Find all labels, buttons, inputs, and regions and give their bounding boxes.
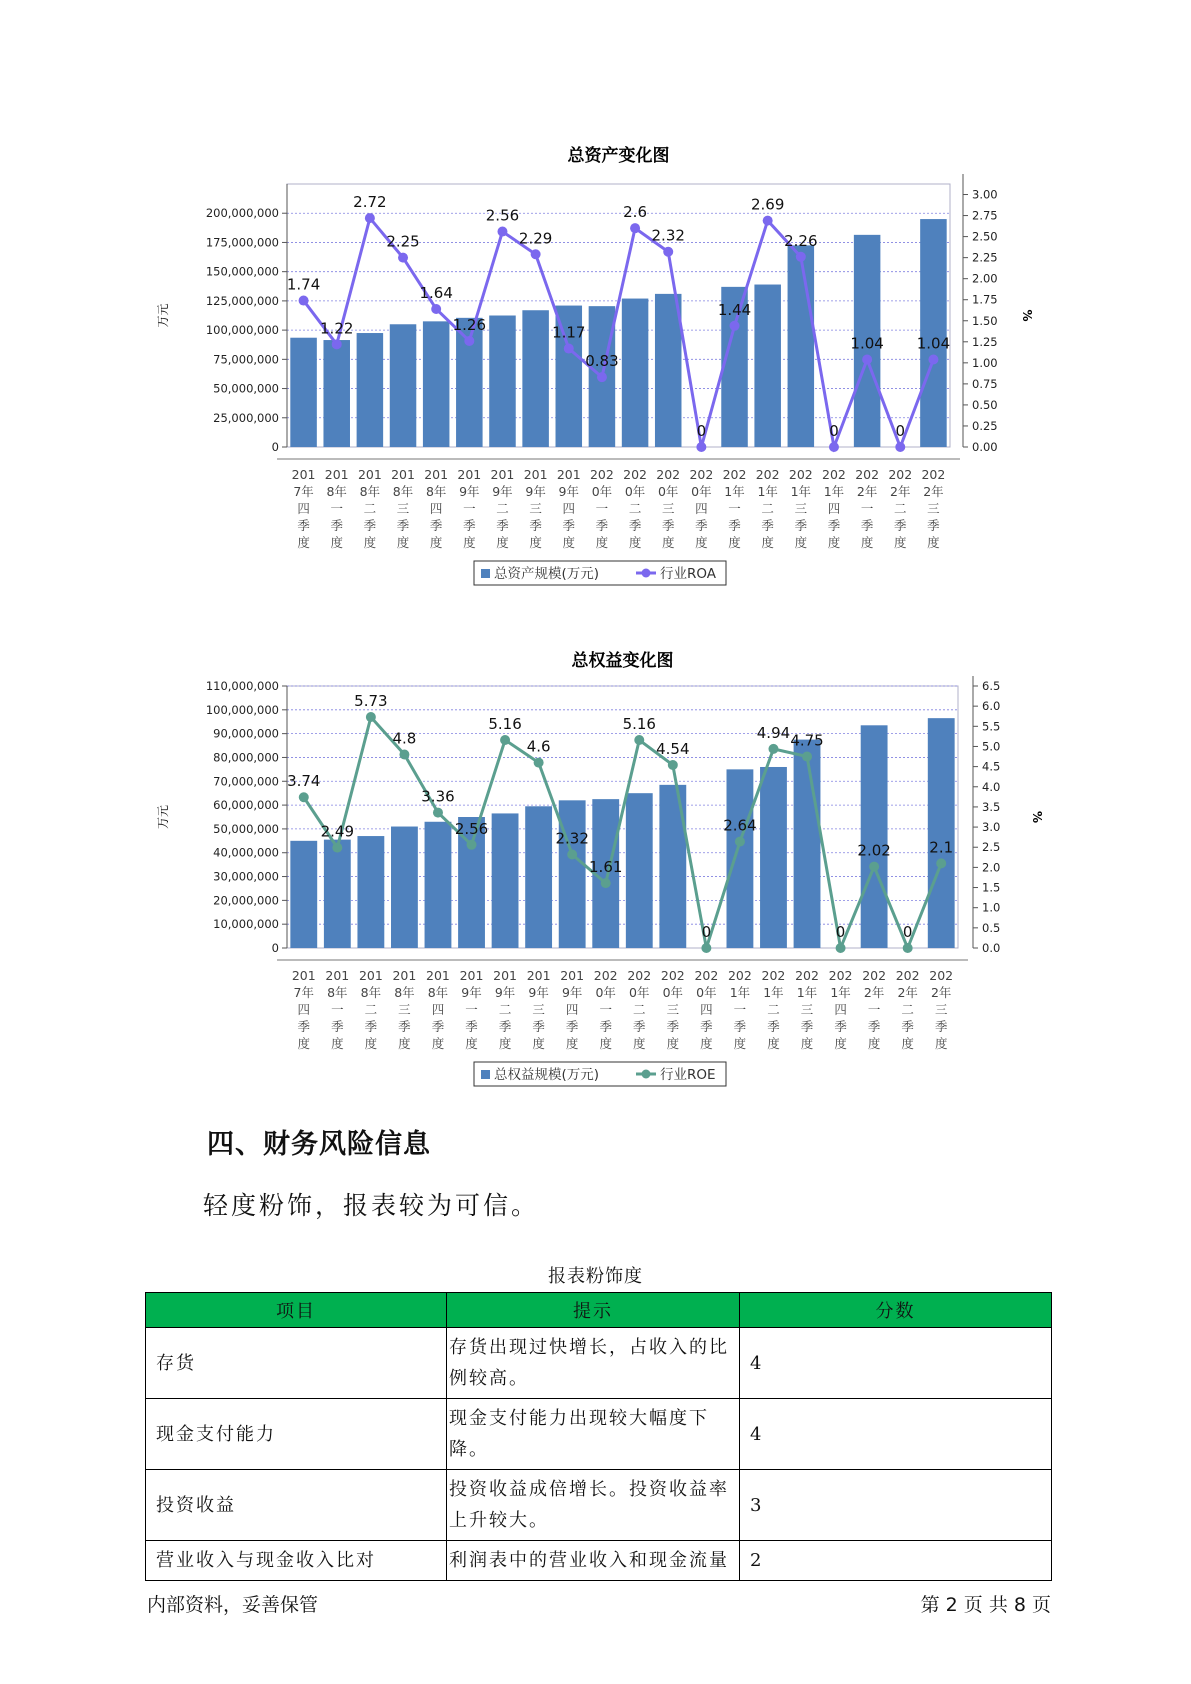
x-tick-label: 202 2年三季度	[921, 467, 946, 550]
data-label: 1.44	[717, 300, 752, 319]
bar	[559, 800, 586, 948]
line-point	[365, 213, 375, 223]
total-assets-chart	[0, 0, 1191, 610]
line-point	[763, 216, 773, 226]
line-point	[895, 442, 905, 452]
data-label: 5.16	[622, 715, 656, 734]
y2-tick-label: 0.25	[972, 418, 998, 433]
line-point	[796, 252, 806, 262]
data-label: 0	[829, 422, 839, 440]
legend-line-label: 行业ROA	[660, 566, 717, 582]
y2-tick-label: 1.75	[972, 292, 998, 307]
bar	[390, 324, 417, 447]
bar	[754, 285, 781, 447]
line-point	[802, 752, 812, 762]
table-row	[146, 1541, 1052, 1581]
data-label: 1.04	[916, 334, 951, 353]
x-tick-label: 202 1年三季度	[795, 968, 819, 1051]
x-tick-label: 202 0年二季度	[623, 467, 648, 550]
data-label: 3.74	[287, 772, 321, 791]
line-point	[366, 712, 376, 722]
line-point	[701, 943, 711, 953]
line-point	[497, 227, 507, 237]
data-label: 0	[696, 422, 707, 440]
x-tick-label: 201 9年四季度	[560, 968, 585, 1051]
line-point	[398, 253, 408, 263]
x-tick-label: 201 8年二季度	[357, 467, 382, 550]
y-axis-title: 万元	[156, 303, 170, 328]
line-point	[531, 249, 541, 259]
data-label: 2.02	[857, 841, 891, 860]
bar	[425, 822, 452, 948]
line-point	[768, 744, 778, 754]
bar	[794, 740, 821, 948]
y-tick-label: 150,000,000	[205, 264, 279, 279]
x-tick-label: 202 1年二季度	[755, 467, 780, 550]
x-tick-label: 202 2年二季度	[888, 467, 913, 550]
y-tick-label: 50,000,000	[213, 381, 279, 396]
bar	[920, 219, 947, 447]
footer-page-number: 第 2 页 共 8 页	[920, 1594, 1051, 1616]
data-label: 2.6	[623, 203, 648, 222]
total-assets-chart-svg	[0, 0, 1191, 610]
line-point	[467, 840, 477, 850]
bar	[626, 793, 653, 948]
x-tick-label: 202 1年一季度	[727, 968, 752, 1051]
y-tick-label: 0	[271, 440, 279, 454]
header-score: 分数	[740, 1293, 1052, 1328]
data-label: 4.6	[526, 737, 551, 756]
y2-tick-label: 0.00	[972, 440, 998, 454]
y2-tick-label: 0.75	[972, 376, 998, 391]
y2-tick-label: 1.50	[972, 313, 998, 328]
x-tick-label: 201 8年三季度	[392, 968, 417, 1051]
y-tick-label: 25,000,000	[213, 410, 279, 425]
data-label: 2.56	[454, 819, 489, 838]
data-label: 1.61	[589, 858, 623, 877]
y2-tick-label: 6.0	[982, 699, 1001, 714]
y2-axis-title: %	[1020, 309, 1034, 322]
data-label: 5.73	[354, 692, 388, 711]
x-tick-label: 201 8年四季度	[426, 968, 450, 1051]
data-label: 2.1	[929, 838, 954, 857]
line-point	[534, 758, 544, 768]
row-score: 3	[740, 1470, 1052, 1541]
line-point	[630, 223, 640, 233]
data-label: 0	[895, 422, 906, 440]
bar	[391, 827, 418, 948]
y2-tick-label: 4.5	[982, 759, 1001, 774]
bar	[760, 767, 787, 948]
bar	[525, 806, 552, 948]
line-point	[597, 372, 607, 382]
row-score: 4	[740, 1399, 1052, 1470]
y2-tick-label: 4.0	[982, 779, 1001, 794]
line-point	[668, 760, 678, 770]
row-item: 现金支付能力	[146, 1399, 447, 1470]
data-label: 1.26	[452, 315, 487, 334]
line-point	[299, 792, 309, 802]
legend-bar-label: 总权益规模(万元)	[494, 1067, 600, 1083]
x-tick-label: 201 7年四季度	[291, 467, 316, 550]
bar	[522, 310, 549, 447]
chart-title: 总资产变化图	[567, 146, 670, 166]
x-tick-label: 201 7年四季度	[291, 968, 316, 1051]
y-tick-label: 50,000,000	[213, 821, 279, 836]
y-tick-label: 40,000,000	[213, 845, 279, 860]
table-row	[146, 1470, 1052, 1541]
line-point	[332, 339, 342, 349]
x-tick-label: 202 2年一季度	[862, 968, 887, 1051]
line-point	[433, 808, 443, 818]
bar	[290, 338, 317, 447]
y-tick-label: 175,000,000	[205, 235, 279, 250]
data-label: 0	[701, 923, 712, 941]
y-tick-label: 30,000,000	[213, 869, 279, 884]
row-hint: 投资收益成倍增长。投资收益率上升较大。	[447, 1470, 740, 1541]
y2-tick-label: 0.0	[982, 941, 1001, 955]
line-point	[634, 735, 644, 745]
line-point	[564, 344, 574, 354]
line-point	[730, 321, 740, 331]
chart-title: 总权益变化图	[571, 651, 674, 671]
bar	[492, 813, 519, 948]
y-tick-label: 200,000,000	[205, 206, 279, 221]
plot-area	[287, 184, 950, 447]
y2-tick-label: 5.0	[982, 739, 1001, 754]
bar	[357, 836, 384, 948]
bar	[622, 299, 649, 447]
y2-tick-label: 2.75	[972, 208, 998, 223]
line-point	[500, 735, 510, 745]
x-tick-label: 202 2年一季度	[855, 467, 880, 550]
y-tick-label: 125,000,000	[205, 293, 279, 308]
data-label: 2.32	[651, 226, 685, 245]
data-label: 2.72	[353, 193, 387, 212]
y-axis-title: 万元	[156, 804, 170, 830]
x-tick-label: 201 9年三季度	[526, 968, 551, 1051]
data-label: 3.36	[421, 787, 455, 806]
data-label: 1.22	[320, 319, 354, 338]
x-tick-label: 201 8年一季度	[325, 968, 350, 1051]
y-tick-label: 90,000,000	[213, 726, 279, 741]
line-point	[836, 943, 846, 953]
data-label: 2.29	[518, 229, 553, 248]
line-point	[464, 336, 474, 346]
data-label: 4.75	[790, 731, 824, 750]
y2-tick-label: 1.5	[982, 880, 1001, 895]
total-equity-chart-svg	[0, 610, 1191, 1100]
data-label: 1.17	[552, 323, 586, 342]
y2-tick-label: 0.5	[982, 920, 1001, 935]
y-tick-label: 100,000,000	[205, 323, 279, 338]
y-tick-label: 70,000,000	[213, 774, 279, 789]
row-hint: 利润表中的营业收入和现金流量	[447, 1541, 740, 1581]
x-tick-label: 202 0年三季度	[656, 467, 681, 550]
x-tick-label: 201 9年三季度	[523, 467, 548, 550]
x-tick-label: 201 9年一季度	[457, 467, 482, 550]
y2-tick-label: 2.50	[972, 229, 998, 244]
line-point	[663, 247, 673, 257]
bar	[489, 316, 516, 448]
x-tick-label: 201 8年四季度	[424, 467, 449, 550]
table-row	[146, 1399, 1052, 1470]
y-tick-label: 100,000,000	[205, 702, 279, 717]
row-score: 4	[740, 1328, 1052, 1399]
x-tick-label: 202 0年四季度	[689, 467, 714, 550]
x-tick-label: 202 0年三季度	[660, 968, 685, 1051]
table-row	[146, 1328, 1052, 1399]
bar	[423, 321, 450, 447]
x-tick-label: 201 9年四季度	[556, 467, 581, 550]
line-point	[829, 442, 839, 452]
data-label: 2.25	[386, 232, 420, 251]
x-tick-label: 202 0年二季度	[627, 968, 652, 1051]
y-tick-label: 0	[271, 941, 279, 955]
row-item: 存货	[146, 1328, 447, 1399]
x-tick-label: 201 9年一季度	[459, 968, 484, 1051]
x-tick-label: 202 1年一季度	[722, 467, 747, 550]
x-tick-label: 202 1年三季度	[788, 467, 813, 550]
y2-tick-label: 2.0	[982, 860, 1001, 875]
line-point	[928, 354, 938, 364]
data-label: 1.64	[419, 283, 453, 302]
line-point	[869, 862, 879, 872]
bar	[357, 333, 384, 447]
data-label: 5.16	[488, 715, 522, 734]
data-label: 2.56	[485, 206, 520, 225]
x-tick-label: 201 8年一季度	[324, 467, 349, 550]
line-point	[332, 843, 342, 853]
line-point	[936, 858, 946, 868]
y2-tick-label: 0.50	[972, 397, 998, 412]
row-hint: 存货出现过快增长，占收入的比例较高。	[447, 1328, 740, 1399]
bar	[290, 841, 317, 948]
legend-bar-label: 总资产规模(万元)	[494, 566, 600, 582]
data-label: 2.69	[750, 195, 785, 214]
x-tick-label: 202 0年四季度	[694, 968, 719, 1051]
y2-axis-title: %	[1030, 810, 1044, 824]
y2-tick-label: 1.00	[972, 355, 998, 370]
legend-bar-swatch	[481, 569, 490, 578]
bar	[655, 294, 682, 447]
header-item: 项目	[146, 1293, 447, 1328]
y-tick-label: 60,000,000	[213, 798, 279, 813]
x-tick-label: 202 0年一季度	[593, 968, 618, 1051]
line-point	[903, 943, 913, 953]
total-equity-chart	[0, 610, 1191, 1100]
x-tick-label: 202 1年四季度	[822, 467, 846, 550]
bar	[727, 769, 754, 948]
y2-tick-label: 2.00	[972, 271, 998, 286]
x-tick-label: 202 2年二季度	[895, 968, 920, 1051]
line-point	[399, 750, 409, 760]
y2-tick-label: 2.5	[982, 840, 1001, 855]
x-tick-label: 202 1年四季度	[828, 968, 853, 1051]
x-tick-label: 202 1年二季度	[761, 968, 786, 1051]
x-tick-label: 201 8年二季度	[358, 968, 383, 1051]
y2-tick-label: 2.25	[972, 250, 998, 265]
header-hint: 提示	[447, 1293, 740, 1328]
y-tick-label: 20,000,000	[213, 893, 279, 908]
y-tick-label: 75,000,000	[213, 352, 279, 367]
line-point	[567, 849, 577, 859]
bar	[324, 840, 351, 948]
legend-line-marker	[642, 1070, 651, 1079]
y2-tick-label: 5.5	[982, 719, 1001, 734]
row-item: 营业收入与现金收入比对	[146, 1541, 447, 1581]
footer-confidential: 内部资料，妥善保管	[147, 1594, 319, 1616]
y2-tick-label: 3.0	[982, 820, 1001, 835]
data-label: 0.83	[585, 352, 619, 371]
legend-line-marker	[642, 569, 651, 578]
bar	[788, 245, 815, 447]
x-tick-label: 201 9年二季度	[493, 968, 518, 1051]
y2-tick-label: 1.0	[982, 900, 1001, 915]
data-label: 4.94	[756, 723, 791, 742]
x-tick-label: 201 9年二季度	[490, 467, 515, 550]
bar	[928, 718, 955, 948]
y2-tick-label: 3.5	[982, 799, 1001, 814]
row-hint: 现金支付能力出现较大幅度下降。	[447, 1399, 740, 1470]
line-point	[862, 354, 872, 364]
legend-line-label: 行业ROE	[660, 1067, 716, 1083]
x-tick-label: 202 0年一季度	[589, 467, 614, 550]
data-label: 0	[835, 923, 846, 941]
bar	[323, 340, 350, 447]
y2-tick-label: 1.25	[972, 334, 998, 349]
y-tick-label: 80,000,000	[213, 750, 279, 765]
data-label: 1.04	[850, 334, 884, 353]
data-label: 0	[902, 923, 913, 941]
bar	[861, 725, 888, 948]
line-point	[696, 442, 706, 452]
row-score: 2	[740, 1541, 1052, 1581]
risk-summary: 轻度粉饰，报表较为可信。	[203, 1191, 540, 1220]
data-label: 2.26	[784, 231, 818, 250]
data-label: 1.74	[286, 275, 321, 294]
data-label: 4.8	[392, 729, 417, 748]
y-tick-label: 110,000,000	[205, 679, 279, 693]
row-item: 投资收益	[146, 1470, 447, 1541]
legend-bar-swatch	[481, 1070, 490, 1079]
line-point	[735, 837, 745, 847]
line-point	[431, 304, 441, 314]
section-title: 四、财务风险信息	[207, 1129, 431, 1160]
x-tick-label: 202 2年三季度	[929, 968, 954, 1051]
data-label: 2.49	[320, 822, 355, 841]
y-tick-label: 10,000,000	[213, 917, 279, 932]
line-point	[601, 878, 611, 888]
data-label: 2.64	[723, 816, 757, 835]
data-label: 2.32	[555, 829, 589, 848]
risk-table	[145, 1292, 1052, 1581]
table-caption: 报表粉饰度	[548, 1266, 643, 1287]
line-point	[299, 296, 309, 306]
data-label: 4.54	[656, 740, 690, 759]
x-tick-label: 201 8年三季度	[391, 467, 415, 550]
y2-tick-label: 3.00	[972, 187, 998, 202]
y2-tick-label: 6.5	[982, 679, 1001, 693]
table-header-row	[146, 1293, 1052, 1328]
